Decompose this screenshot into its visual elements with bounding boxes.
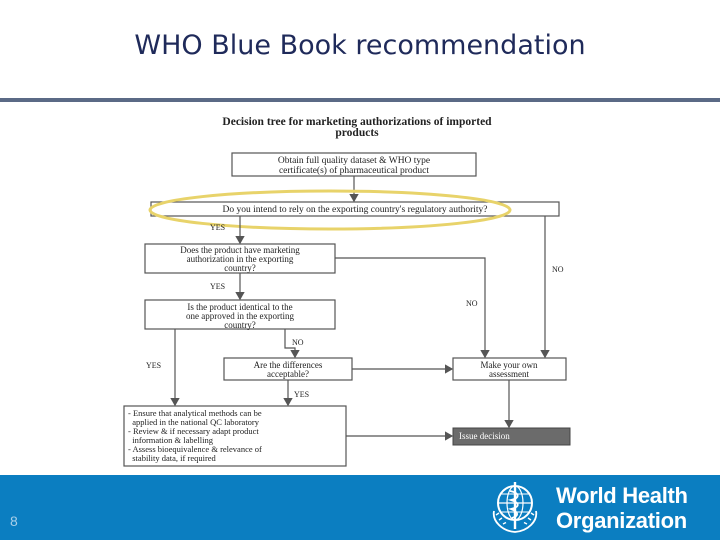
differences-line-1: Are the differences: [253, 360, 323, 370]
ensure-line-4: information & labelling: [128, 435, 213, 445]
label-yes-rely: YES: [210, 223, 226, 232]
own-assessment-line-2: assessment: [489, 369, 529, 379]
label-yes-identical: YES: [146, 361, 162, 370]
label-yes-differences: YES: [294, 390, 310, 399]
slide-title: WHO Blue Book recommendation: [134, 30, 586, 61]
diagram-heading-line-1: Decision tree for marketing authorizations of imported: [222, 116, 492, 128]
obtain-line-1: Obtain full quality dataset & WHO type: [277, 156, 431, 166]
identical-line-1: Is the product identical to the: [187, 302, 293, 312]
marketing-line-1: Does the product have marketing: [180, 245, 300, 255]
issue-decision-text: Issue decision: [459, 431, 510, 441]
who-org-name-line-2: Organization: [556, 508, 687, 533]
label-yes-marketing: YES: [210, 282, 226, 291]
edge-marketing-no: [335, 258, 485, 357]
who-emblem-icon: [488, 479, 542, 535]
ensure-line-1: - Ensure that analytical methods can be: [128, 408, 262, 418]
slide-number: 8: [10, 513, 18, 529]
identical-line-2: one approved in the exporting: [186, 311, 294, 321]
identical-line-3: country?: [224, 320, 256, 330]
ensure-line-5: - Assess bioequivalence & relevance of: [128, 444, 262, 454]
rely-question-text: Do you intend to rely on the exporting country's regulatory authority?: [222, 205, 488, 215]
label-no-rely: NO: [552, 265, 564, 274]
label-no-identical: NO: [292, 338, 304, 347]
footer-bar: [0, 475, 720, 540]
who-org-name-line-1: World Health: [556, 483, 688, 508]
obtain-line-2: certificate(s) of pharmaceutical product: [278, 166, 430, 176]
diagram-heading-line-2: products: [335, 127, 379, 139]
ensure-line-6: stability data, if required: [128, 453, 216, 463]
label-no-marketing: NO: [466, 299, 478, 308]
marketing-line-3: country?: [224, 263, 256, 273]
own-assessment-line-1: Make your own: [480, 360, 538, 370]
ensure-line-3: - Review & if necessary adapt product: [128, 426, 259, 436]
marketing-line-2: authorization in the exporting: [186, 254, 294, 264]
who-org-name: [556, 483, 688, 533]
ensure-line-2: applied in the national QC laboratory: [128, 417, 260, 427]
differences-line-2: acceptable?: [267, 369, 309, 379]
